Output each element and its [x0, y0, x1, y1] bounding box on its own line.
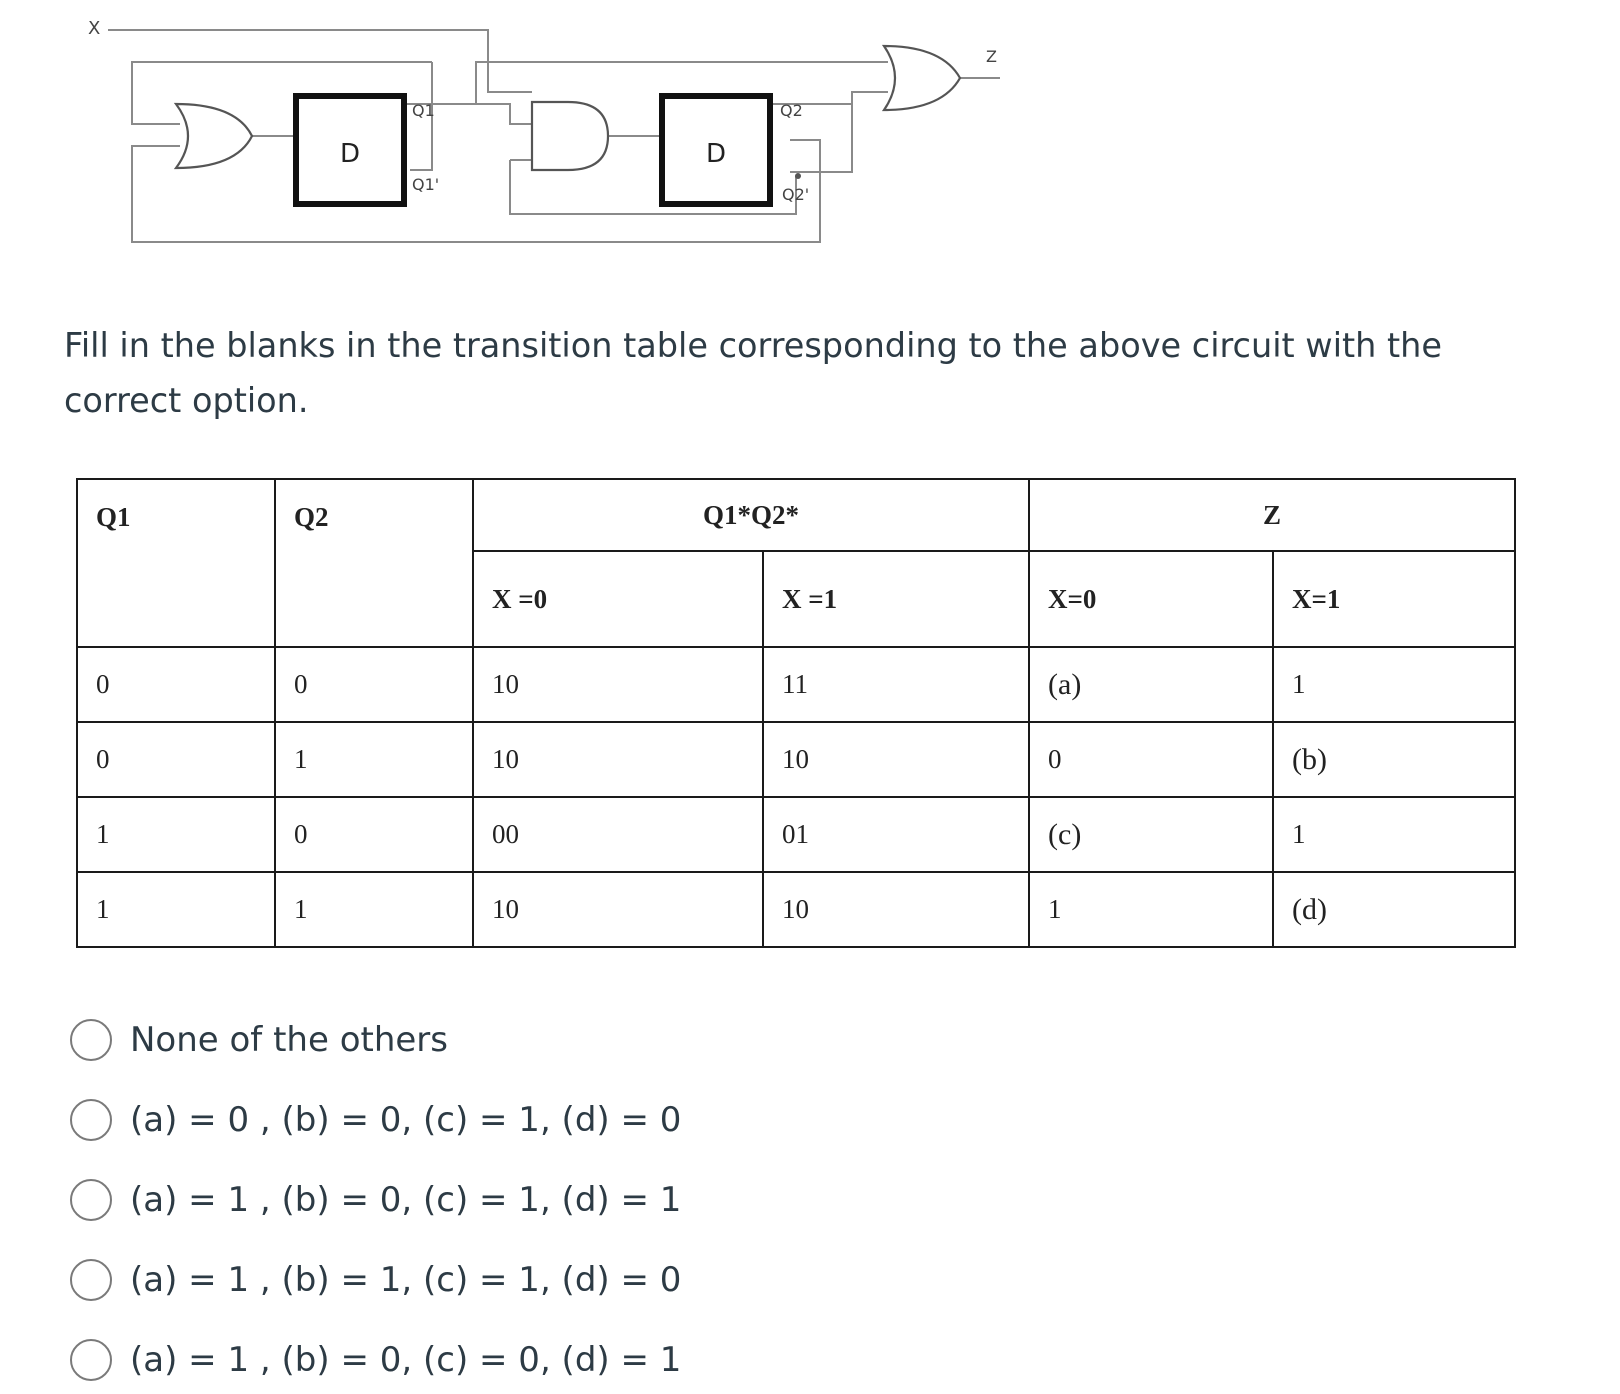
option-label: (a) = 1 , (b) = 1, (c) = 1, (d) = 0 — [130, 1260, 682, 1300]
cell-q2: 1 — [275, 722, 473, 797]
option-2[interactable] — [70, 1090, 681, 1150]
ff2-q-label: Q2 — [780, 101, 803, 120]
option-label: (a) = 1 , (b) = 0, (c) = 1, (d) = 1 — [130, 1180, 682, 1220]
cell-q1: 0 — [77, 722, 275, 797]
cell-z-x1: (d) — [1273, 872, 1515, 947]
cell-next-x1: 01 — [763, 797, 1029, 872]
or-gate-1 — [176, 104, 252, 168]
cell-z-x0: (c) — [1029, 797, 1273, 872]
question-text: Fill in the blanks in the transition table corresponding to the above circuit with the correct option. — [64, 326, 1442, 420]
header-q2: Q2 — [275, 479, 473, 647]
option-label: (a) = 0 , (b) = 0, (c) = 1, (d) = 0 — [130, 1100, 682, 1140]
option-4[interactable] — [70, 1250, 681, 1310]
cell-z-x0: 1 — [1029, 872, 1273, 947]
ff1-qbar-label: Q1' — [412, 175, 440, 194]
cell-z-x1: (b) — [1273, 722, 1515, 797]
header-output: Z — [1029, 479, 1515, 551]
header-x0-output: X=0 — [1029, 551, 1273, 647]
cell-next-x0: 10 — [473, 647, 763, 722]
ff1-q-label: Q1 — [412, 101, 435, 120]
ff2-qbar-label: Q2' — [782, 185, 810, 204]
or-gate-2 — [884, 46, 960, 110]
cell-next-x0: 10 — [473, 872, 763, 947]
transition-table — [76, 478, 1516, 948]
header-x1-output: X=1 — [1273, 551, 1515, 647]
radio-button[interactable] — [70, 1019, 112, 1061]
output-z-label: Z — [986, 47, 997, 66]
cell-next-x0: 10 — [473, 722, 763, 797]
cell-next-x1: 11 — [763, 647, 1029, 722]
option-3[interactable] — [70, 1170, 681, 1230]
cell-next-x1: 10 — [763, 872, 1029, 947]
circuit-diagram — [0, 0, 1040, 260]
ff1-d-label: D — [339, 139, 361, 169]
header-x0-state: X =0 — [473, 551, 763, 647]
cell-z-x0: 0 — [1029, 722, 1273, 797]
wire-q1-to-or2 — [406, 62, 888, 104]
table-row — [77, 722, 1515, 797]
cell-q2: 0 — [275, 647, 473, 722]
header-x1-state: X =1 — [763, 551, 1029, 647]
option-none-of-the-others[interactable] — [70, 1010, 448, 1070]
cell-next-x1: 10 — [763, 722, 1029, 797]
option-5[interactable] — [70, 1330, 681, 1390]
header-next-state: Q1*Q2* — [473, 479, 1029, 551]
header-q1: Q1 — [77, 479, 275, 647]
table-row — [77, 797, 1515, 872]
and-gate — [532, 102, 608, 170]
option-label: None of the others — [130, 1020, 448, 1060]
table-header-row — [77, 479, 1515, 551]
radio-button[interactable] — [70, 1179, 112, 1221]
cell-q1: 1 — [77, 872, 275, 947]
table-row — [77, 872, 1515, 947]
radio-button[interactable] — [70, 1339, 112, 1381]
cell-q2: 1 — [275, 872, 473, 947]
ff2-d-label: D — [705, 139, 727, 169]
cell-q2: 0 — [275, 797, 473, 872]
table-row — [77, 647, 1515, 722]
cell-q1: 0 — [77, 647, 275, 722]
cell-z-x0: (a) — [1029, 647, 1273, 722]
junction-dot — [795, 173, 801, 179]
wire-q1-to-and — [476, 104, 532, 124]
radio-button[interactable] — [70, 1099, 112, 1141]
cell-z-x1: 1 — [1273, 797, 1515, 872]
option-label: (a) = 1 , (b) = 0, (c) = 0, (d) = 1 — [130, 1340, 682, 1380]
input-x-label: X — [88, 18, 101, 39]
radio-button[interactable] — [70, 1259, 112, 1301]
cell-q1: 1 — [77, 797, 275, 872]
cell-next-x0: 00 — [473, 797, 763, 872]
cell-z-x1: 1 — [1273, 647, 1515, 722]
